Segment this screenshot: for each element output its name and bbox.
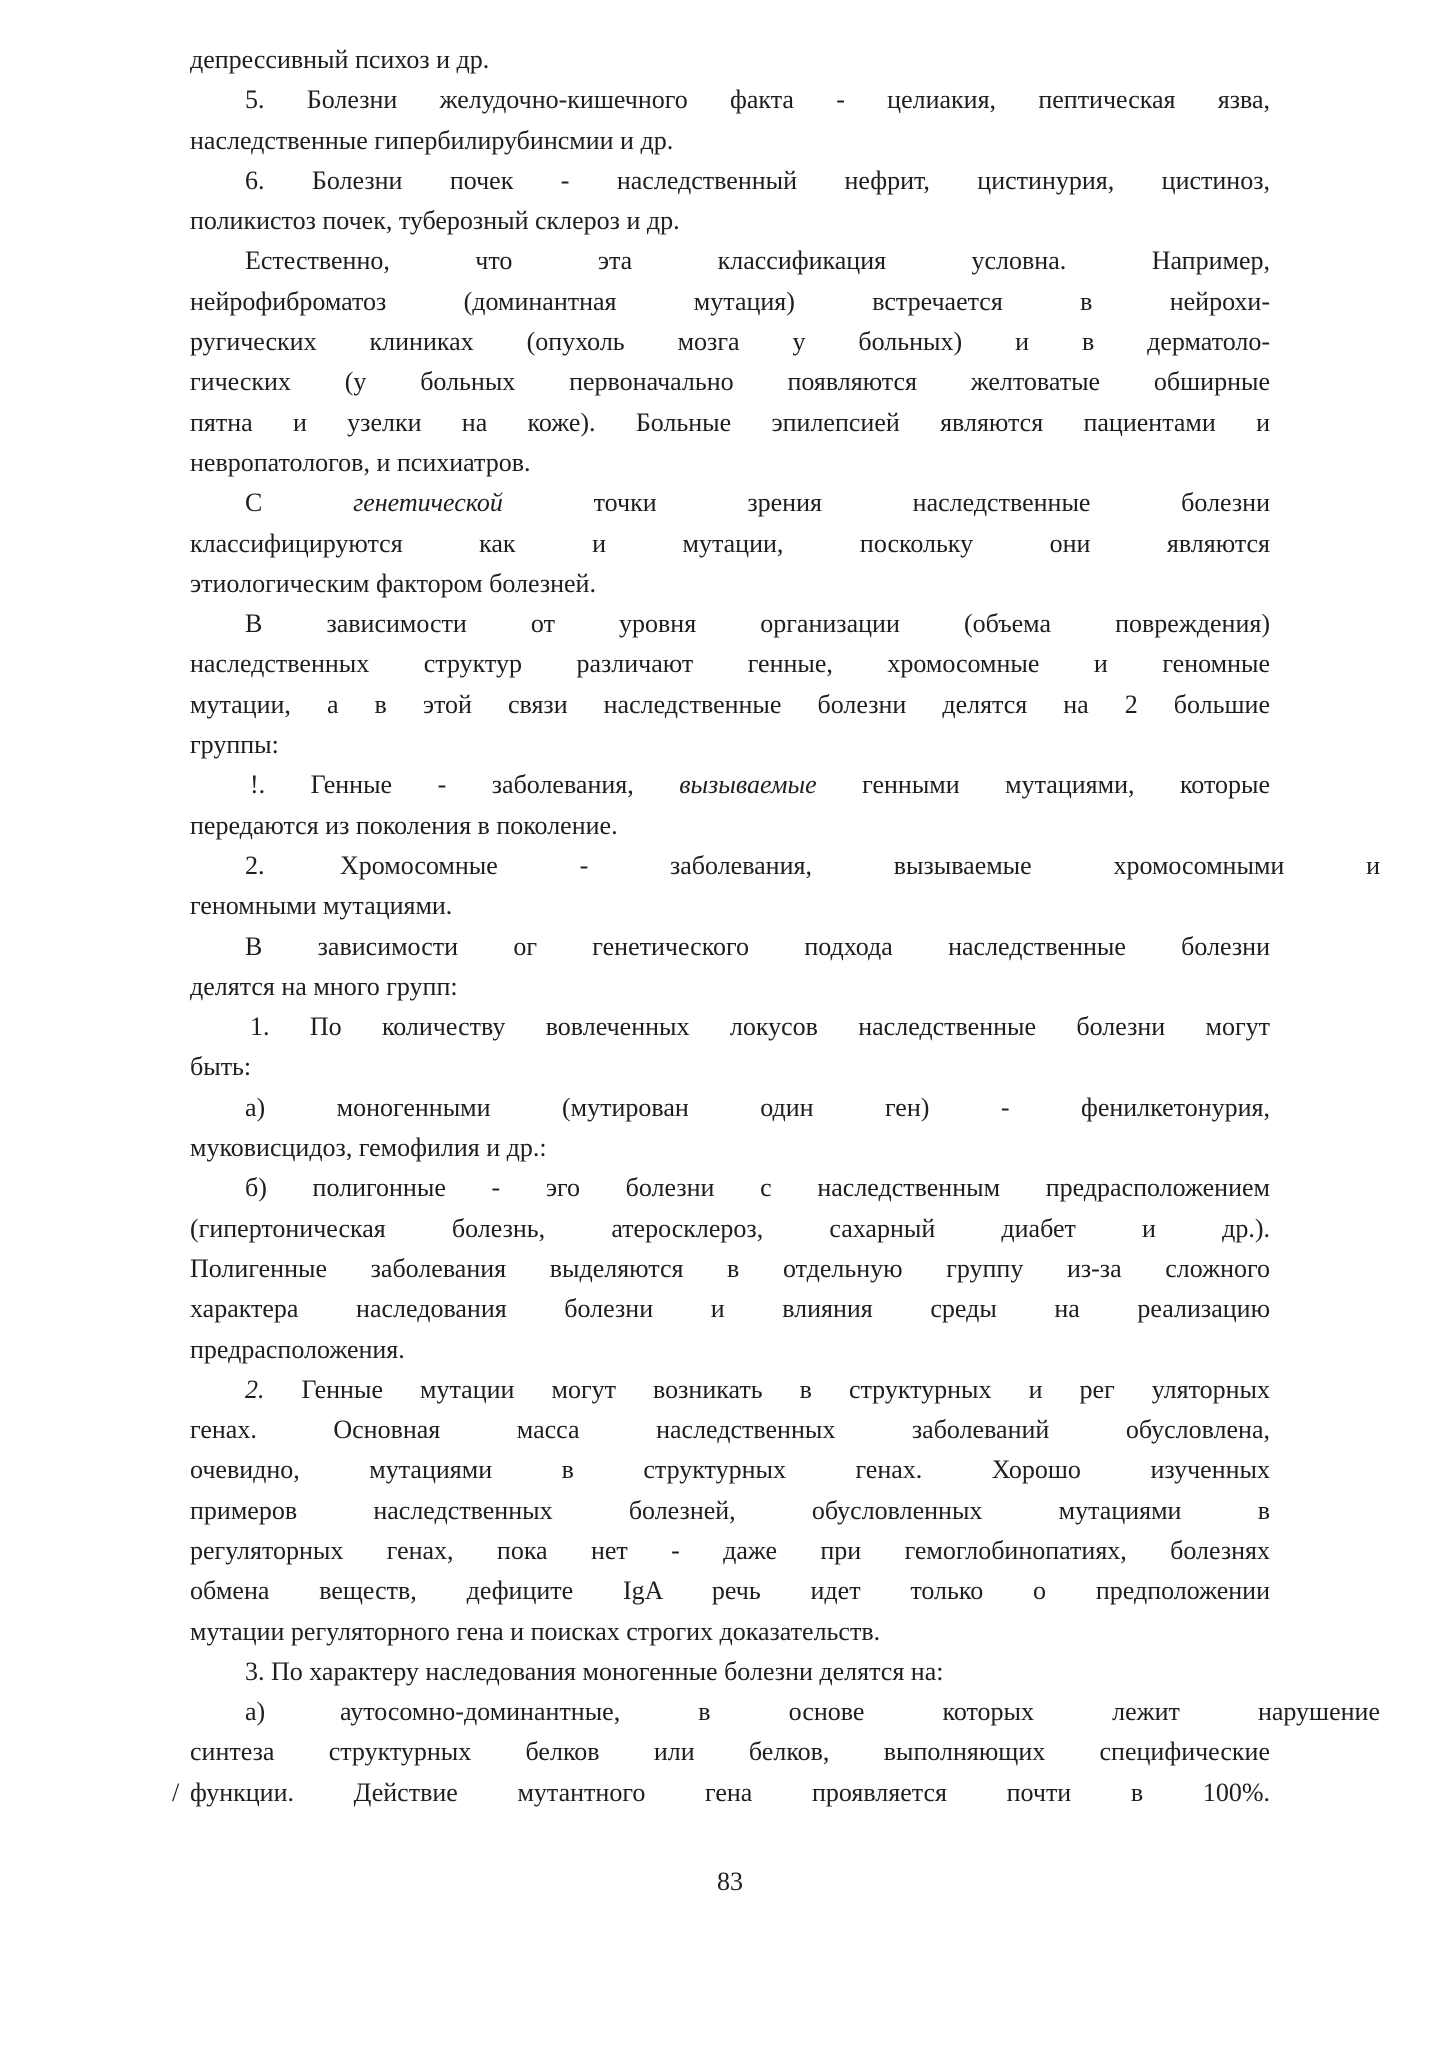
line-text: б) полигонные - эго болезни с наследственным предрасположением [245,1173,1270,1203]
italic-term: вызываемые [679,770,817,800]
margin-mark: / [172,1777,180,1807]
italic-term: 2. [245,1374,265,1404]
line-text: синтеза структурных белков или белков, выполняющих специфические [190,1737,1270,1767]
text-line [190,886,1270,926]
text-line [190,1330,1270,1370]
line-text: очевидно, мутациями в структурных генах. Хорошо изученных [190,1455,1270,1485]
line-text: примеров наследственных болезней, обусловленных мутациями в [190,1495,1270,1525]
line-text: регуляторных генах, пока нет - даже при гемоглобинопатиях, болезнях [190,1535,1270,1565]
text-line [190,1007,1270,1047]
text-line [190,1209,1270,1249]
text-line [172,1773,1270,1813]
text-line [190,282,1270,322]
text-line [190,1088,1270,1128]
text-line [190,1410,1270,1450]
text-line [190,1732,1270,1772]
text-line [190,967,1270,1007]
line-text: Естественно, что эта классификация условна. Например, [245,246,1270,276]
line-text: группы: [190,730,279,760]
text-line [190,644,1270,684]
line-text: этиологическим фактором болезней. [190,568,596,598]
line-text: обмена веществ, дефиците IgA речь идет только о предположении [190,1576,1270,1606]
line-text: Генные мутации могут возникать в структурных и рег уляторных [264,1374,1270,1404]
text-line [190,80,1270,120]
text-line [190,604,1270,644]
line-text: нейрофиброматоз (доминантная мутация) встречается в нейрохи- [190,286,1270,316]
text-line [190,1047,1270,1087]
text-line [190,1692,1380,1732]
line-text: наследственные гипербилирубинсмии и др. [190,125,674,155]
line-text: геномными мутациями. [190,891,453,921]
line-text: муковисцидоз, гемофилия и др.: [190,1133,547,1163]
line-text: аутосомно-доминантные, в основе которых лежит нарушение [340,1697,1380,1727]
line-text: С [245,488,354,518]
page-body [172,40,1380,1813]
line-text: 5. Болезни желудочно-кишечного факта - целиакия, пептическая язва, [245,85,1270,115]
line-text: В зависимости от уровня организации (объема повреждения) [245,609,1270,639]
text-line [190,322,1270,362]
line-text: а) моногенными (мутирован один ген) - фенилкетонурия, [245,1092,1270,1122]
line-text: характера наследования болезни и влияния среды на реализацию [190,1294,1270,1324]
text-line [190,201,1270,241]
text-line [190,1652,1270,1692]
line-text: ругических клиниках (опухоль мозга у больных) и в дерматоло- [190,327,1270,357]
line-text: поликистоз почек, туберозный склероз и др. [190,206,680,236]
text-line [190,1370,1270,1410]
text-line [190,524,1270,564]
text-line [190,806,1270,846]
text-line [190,1168,1270,1208]
text-line [190,1249,1270,1289]
text-line [190,846,1380,886]
text-line [190,1491,1270,1531]
line-text: передаются из поколения в поколение. [190,810,618,840]
line-text: гических (у больных первоначально появляются желтоватые обширные [190,367,1270,397]
line-text: пятна и узелки на коже). Больные эпилепсией являются пациентами и [190,407,1270,437]
line-text: генными мутациями, которые [816,770,1270,800]
text-line [190,40,1270,80]
text-line [190,241,1270,281]
text-line [190,1531,1270,1571]
line-text: 3. По характеру наследования моногенные болезни делятся на: [245,1656,944,1686]
text-line [190,765,1270,805]
italic-term: генетической [353,488,503,518]
text-line [190,564,1270,604]
list-number: 2. [245,850,265,880]
line-text: функции. Действие мутантного гена проявляется почти в 100%. [190,1777,1270,1807]
line-text: депрессивный психоз и др. [190,45,490,74]
text-line [190,1571,1270,1611]
page-number: 83 [717,1867,743,1896]
line-text: быть: [190,1052,252,1082]
text-line [190,685,1270,725]
line-text: предрасположения. [190,1334,405,1364]
text-line [190,1128,1270,1168]
text-line [190,403,1270,443]
line-text: Полигенные заболевания выделяются в отдельную группу из-за сложного [190,1253,1270,1283]
text-line [190,1612,1270,1652]
line-text: 6. Болезни почек - наследственный нефрит, цистинурия, цистиноз, [245,165,1270,195]
line-text: делятся на много групп: [190,971,458,1001]
line-text: генах. Основная масса наследственных заболеваний обусловлена, [190,1415,1270,1445]
text-line [190,483,1270,523]
line-text: мутации регуляторного гена и поисках строгих доказательств. [190,1616,881,1646]
line-text: В зависимости ог генетического подхода наследственные болезни [245,931,1270,961]
text-line [190,443,1270,483]
line-text: Хромосомные - заболевания, вызываемые хромосомными и [340,850,1380,880]
text-line [190,161,1270,201]
text-line [190,1289,1270,1329]
line-text: !. Генные - заболевания, [250,770,680,800]
line-text: мутации, а в этой связи наследственные болезни делятся на 2 большие [190,689,1270,719]
line-text: 1. По количеству вовлеченных локусов наследственные болезни могут [250,1012,1270,1042]
line-text: классифицируются как и мутации, поскольку они являются [190,528,1270,558]
line-text: точки зрения наследственные болезни [502,488,1270,518]
line-text: невропатологов, и психиатров. [190,447,531,477]
line-text: наследственных структур различают генные, хромосомные и геномные [190,649,1270,679]
text-line [190,725,1270,765]
text-line [190,121,1270,161]
line-text: (гипертоническая болезнь, атеросклероз, сахарный диабет и др.). [190,1213,1270,1243]
list-number: а) [245,1697,266,1727]
text-line [190,362,1270,402]
text-line [190,1450,1270,1490]
text-line [190,927,1270,967]
